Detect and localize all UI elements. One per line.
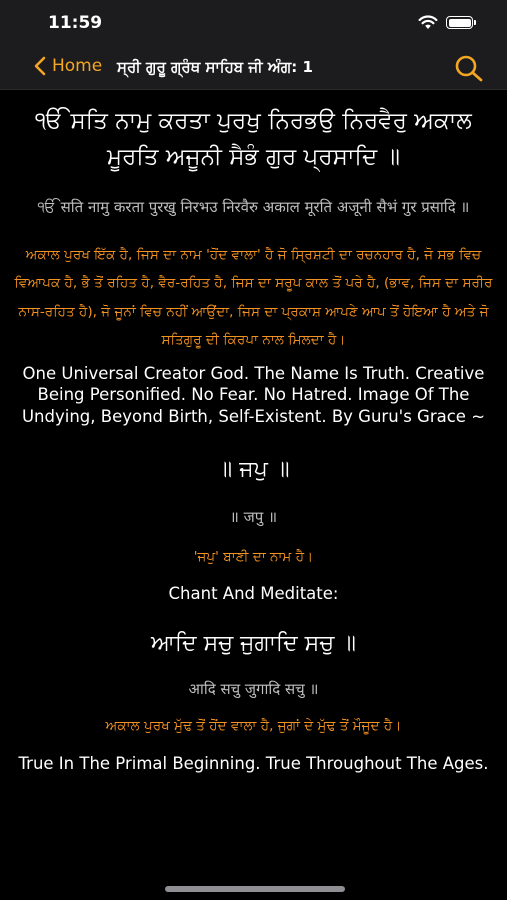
verse-3-gurmukhi[interactable]: ਆਦਿ ਸਚੁ ਜੁਗਾਦਿ ਸਚੁ ॥ bbox=[151, 630, 356, 656]
verse-3-hindi: आदि सचु जुगादि सचु ॥ bbox=[188, 679, 319, 698]
chevron-left-icon bbox=[34, 56, 46, 76]
back-button-label: Home bbox=[52, 56, 103, 76]
status-icons bbox=[418, 15, 473, 30]
verse-2-english-translation: Chant And Meditate: bbox=[168, 584, 339, 604]
verse-2-punjabi-translation: 'ਜਪੁ' ਬਾਣੀ ਦਾ ਨਾਮ ਹੈ। bbox=[193, 548, 314, 565]
verse-2-gurmukhi[interactable]: ॥ ਜਪੁ ॥ bbox=[217, 457, 290, 483]
verse-3-punjabi-translation: ਅਕਾਲ ਪੁਰਖ ਮੁੱਢ ਤੋਂ ਹੋਂਦ ਵਾਲਾ ਹੈ, ਜੁਗਾਂ ਦੇ ਮੁੱਢ ਤੋਂ ਮੌਜੂਦ ਹੈ। bbox=[105, 718, 402, 735]
status-bar bbox=[0, 0, 507, 44]
verse-1-hindi: ੴ सति नामु करता पुरखु निरभउ निरवैरु अकाल मूरति अजूनी सैभं गुर प्रसादि ॥ bbox=[37, 198, 470, 217]
verse-2-hindi: ॥ जपु ॥ bbox=[229, 508, 278, 527]
search-icon[interactable] bbox=[453, 54, 485, 82]
battery-fill bbox=[449, 19, 471, 27]
nav-bar bbox=[0, 44, 507, 90]
verse-3-english-translation: True In The Primal Beginning. True Throughout The Ages. bbox=[18, 754, 489, 773]
verse-1-punjabi-translation: ਅਕਾਲ ਪੁਰਖ ਇੱਕ ਹੈ, ਜਿਸ ਦਾ ਨਾਮ 'ਹੋਂਦ ਵਾਲਾ' ਹੈ ਜੋ ਸ੍ਰਿਸ਼ਟੀ ਦਾ ਰਚਨਹਾਰ ਹੈ, ਜੋ ਸਭ ਵਿਚ ਵਿਆਪਕ ਹੈ, ਭੈ ਤੋਂ ਰਹਿਤ ਹੈ, ਵੈਰ-ਰਹਿਤ ਹੈ, ਜਿਸ ਦਾ ਸਰੂਪ ਕਾਲ ਤੋਂ ਪਰੇ ਹੈ, (ਭਾਵ, ਜਿਸ ਦਾ ਸਰੀਰ ਨਾਸ-ਰਹਿਤ ਹੈ), ਜੋ ਜੂਨਾਂ ਵਿਚ ਨਹੀਂ ਆਉਂਦਾ, ਜਿਸ ਦਾ ਪ੍ਰਕਾਸ਼ ਆਪਣੇ ਆਪ ਤੋਂ ਹੋਇਆ ਹੈ ਅਤੇ ਜੋ ਸਤਿਗੁਰੂ ਦੀ ਕਿਰਪਾ ਨਾਲ ਮਿਲਦਾ ਹੈ। bbox=[14, 246, 493, 349]
back-button[interactable] bbox=[34, 56, 102, 76]
verse-1-english-translation: One Universal Creator God. The Name Is Truth. Creative Being Personified. No Fear. No Hatred. Image Of The Undying, Beyond Birth, Self-Existent. By Guru's Grace ~ bbox=[21, 363, 486, 426]
status-time: 11:59 bbox=[48, 13, 103, 33]
home-indicator[interactable] bbox=[165, 886, 345, 892]
verse-list[interactable] bbox=[0, 90, 507, 900]
battery-icon bbox=[446, 16, 473, 29]
page-title: ਸ੍ਰੀ ਗੁਰੂ ਗ੍ਰੰਥ ਸਾਹਿਬ ਜੀ ਅੰਗ: 1 bbox=[117, 58, 313, 76]
verse-1-gurmukhi[interactable]: ੴ ਸਤਿ ਨਾਮੁ ਕਰਤਾ ਪੁਰਖੁ ਨਿਰਭਉ ਨਿਰਵੈਰੁ ਅਕਾਲ ਮੂਰਤਿ ਅਜੂਨੀ ਸੈਭੰ ਗੁਰ ਪ੍ਰਸਾਦਿ ॥ bbox=[35, 108, 472, 170]
wifi-icon bbox=[418, 15, 438, 30]
